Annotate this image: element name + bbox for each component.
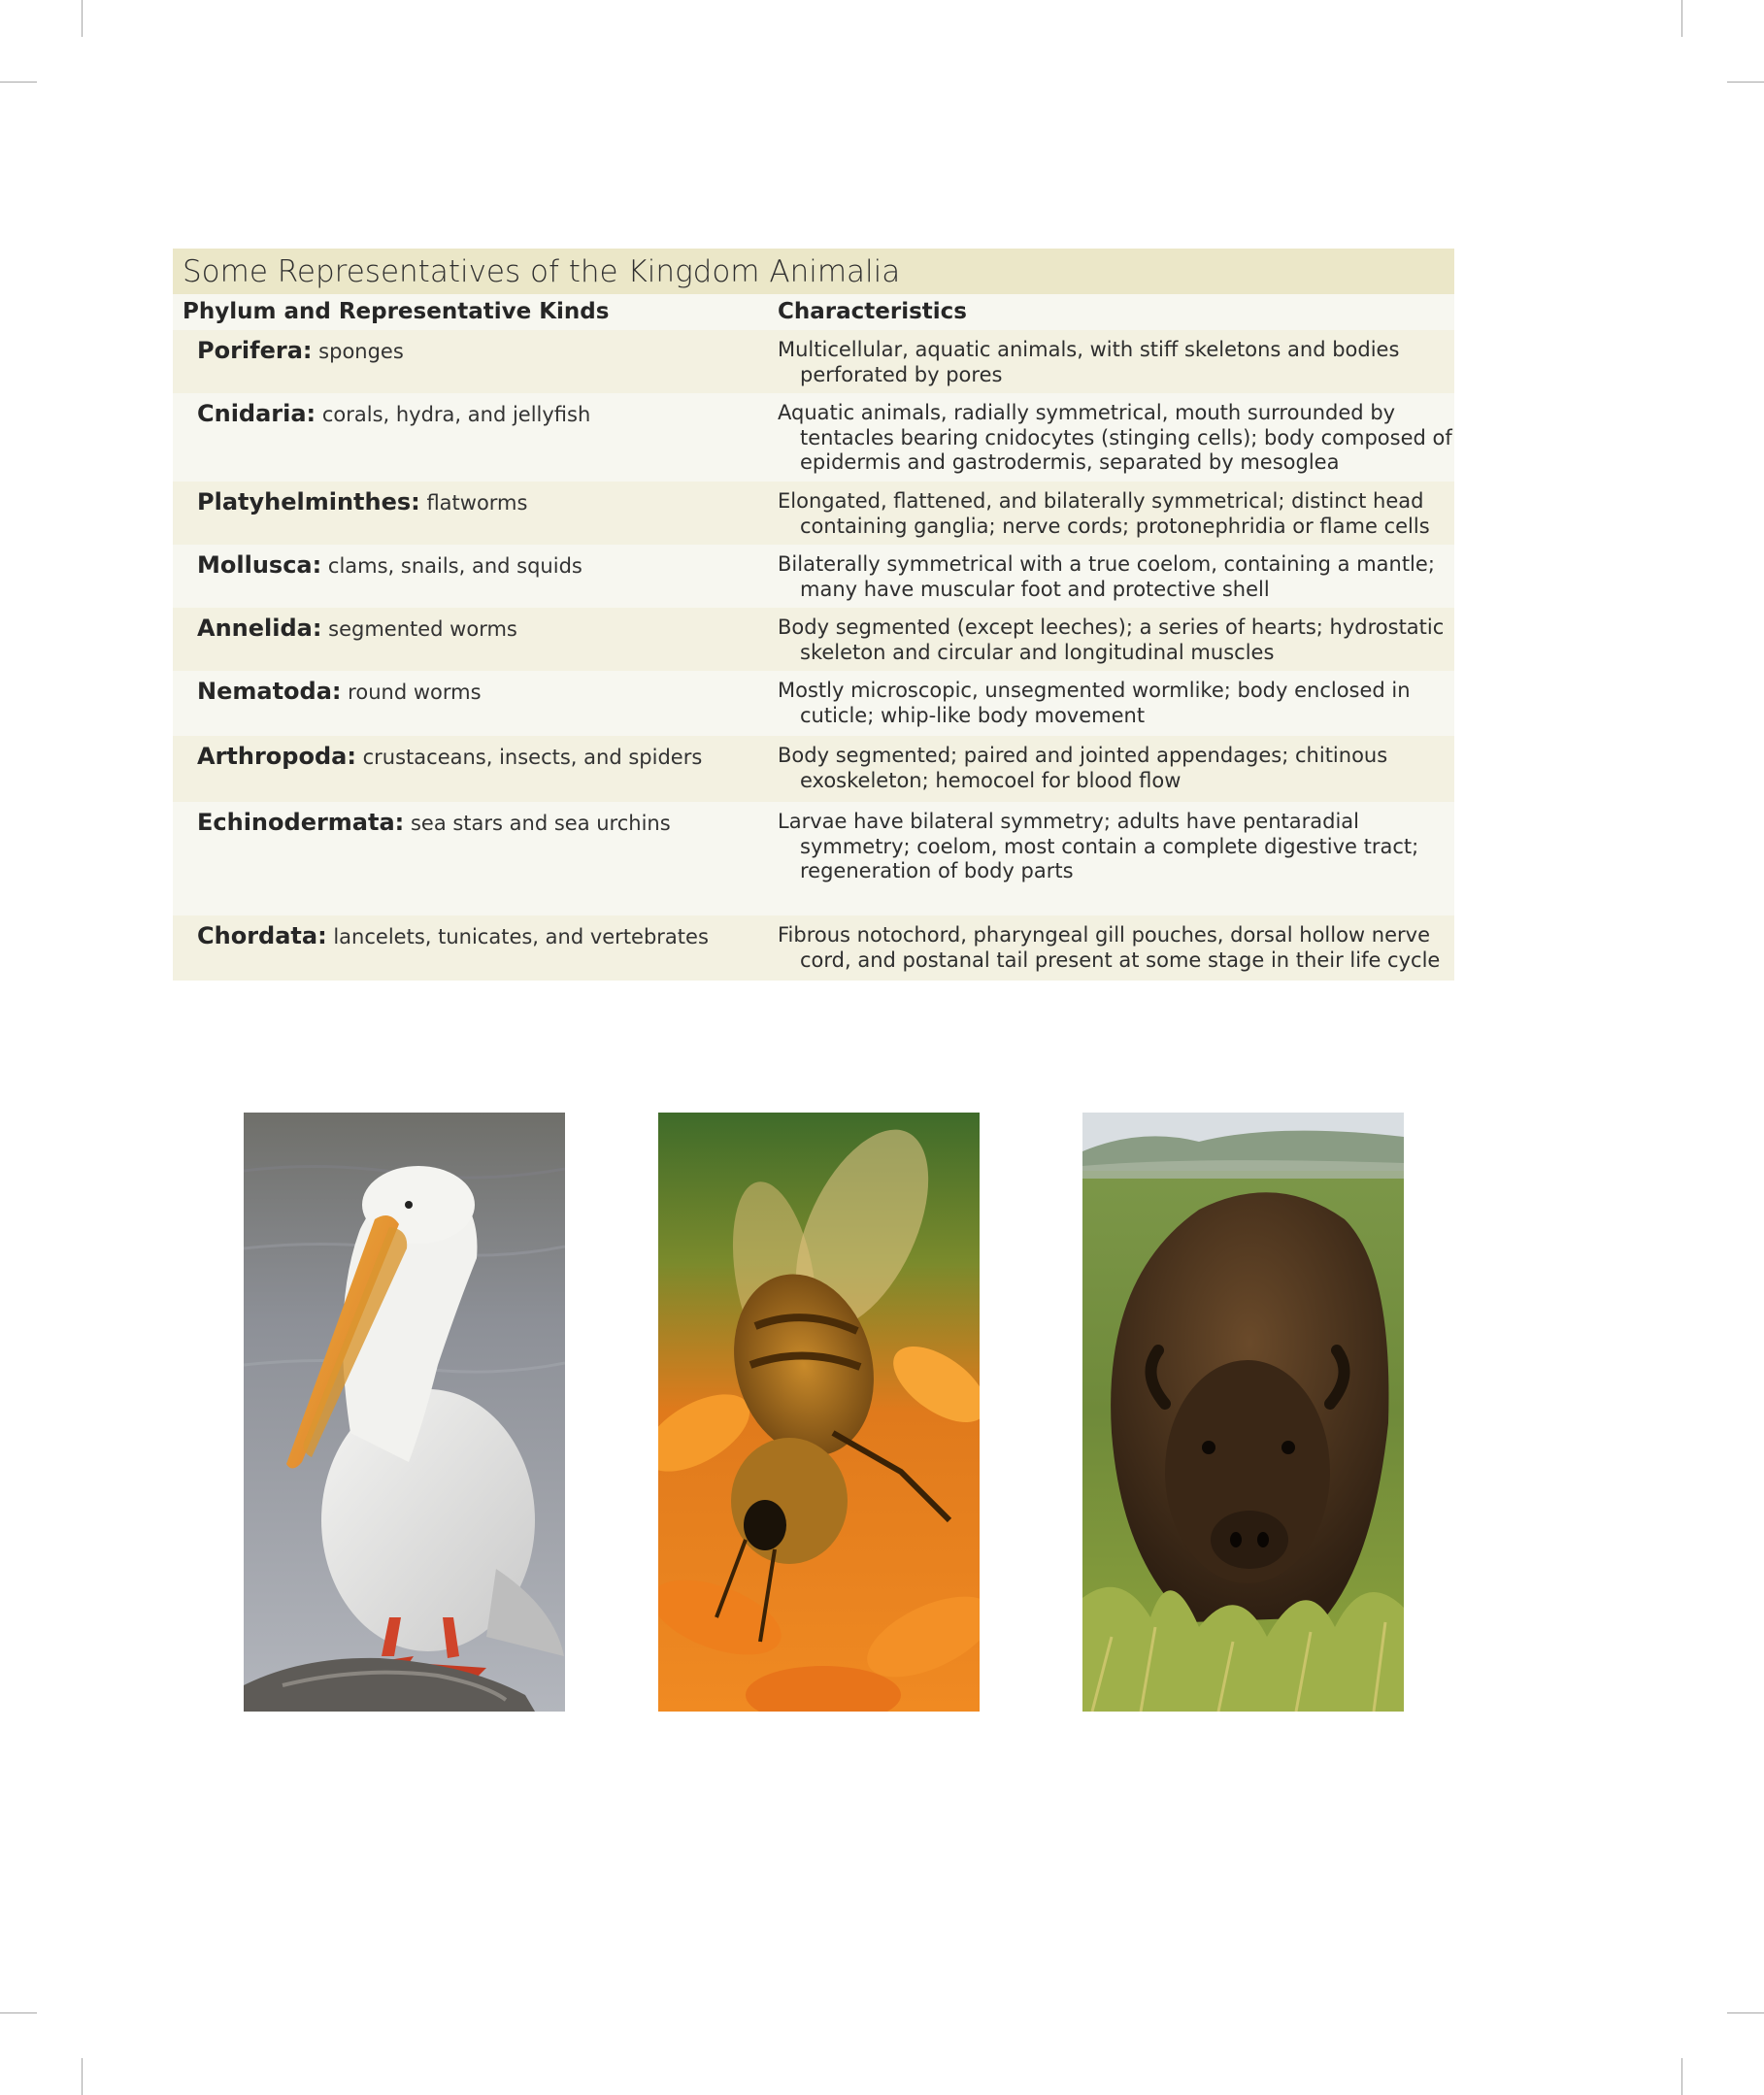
- phylum-cell: [197, 922, 709, 949]
- phylum-name: Annelida:: [197, 615, 322, 642]
- characteristics-cell: [778, 489, 1428, 539]
- characteristics-cell: [778, 338, 1428, 387]
- phylum-cell: [197, 400, 590, 427]
- pelican-photo: [244, 1113, 565, 1712]
- characteristics-line: Multicellular, aquatic animals, with stiff skeletons and bodies: [778, 338, 1400, 361]
- phylum-cell: [197, 337, 404, 364]
- phylum-cell: [197, 551, 582, 579]
- table-row: [173, 608, 1454, 671]
- crop-mark: [1681, 2058, 1682, 2095]
- pelican-image: [244, 1113, 565, 1712]
- crop-mark: [82, 2058, 83, 2095]
- representative-kinds: segmented worms: [321, 617, 517, 641]
- phylum-cell: [197, 615, 517, 642]
- crop-mark: [1681, 0, 1682, 37]
- characteristics-line: Aquatic animals, radially symmetrical, mouth surrounded by: [778, 401, 1396, 424]
- representative-kinds: sea stars and sea urchins: [404, 812, 671, 835]
- phylum-cell: [197, 743, 702, 770]
- phylum-cell: [197, 488, 527, 515]
- phylum-cell: [197, 809, 671, 836]
- characteristics-line: Body segmented (except leeches); a series of hearts; hydrostatic: [778, 615, 1445, 639]
- characteristics-line: containing ganglia; nerve cords; protonephridia or flame cells: [800, 514, 1430, 538]
- representative-kinds: crustaceans, insects, and spiders: [355, 746, 703, 769]
- phylum-name: Chordata:: [197, 922, 327, 949]
- characteristics-line: skeleton and circular and longitudinal muscles: [800, 640, 1275, 664]
- phylum-cell: [197, 678, 482, 705]
- table-title: Some Representatives of the Kingdom Animalia: [173, 249, 1454, 294]
- representative-kinds: lancelets, tunicates, and vertebrates: [326, 925, 709, 948]
- animalia-table: [173, 249, 1454, 981]
- characteristics-line: Fibrous notochord, pharyngeal gill pouches, dorsal hollow nerve: [778, 923, 1430, 947]
- phylum-name: Arthropoda:: [197, 743, 356, 770]
- phylum-name: Platyhelminthes:: [197, 488, 420, 515]
- column-header-characteristics: Characteristics: [778, 299, 967, 324]
- phylum-name: Cnidaria:: [197, 400, 316, 427]
- bison-image: [1082, 1113, 1404, 1712]
- characteristics-line: Body segmented; paired and jointed appendages; chitinous: [778, 744, 1388, 767]
- crop-mark: [1727, 2012, 1764, 2013]
- table-row: [173, 330, 1454, 393]
- characteristics-line: epidermis and gastrodermis, separated by mesoglea: [800, 450, 1340, 474]
- characteristics-cell: [778, 679, 1428, 728]
- characteristics-line: tentacles bearing cnidocytes (stinging cells); body composed of: [800, 425, 1452, 449]
- phylum-name: Mollusca:: [197, 551, 322, 579]
- characteristics-line: exoskeleton; hemocoel for blood flow: [800, 768, 1182, 792]
- characteristics-cell: [778, 552, 1435, 602]
- crop-mark: [0, 2012, 37, 2013]
- table-row: [173, 736, 1454, 802]
- table-row: [173, 545, 1454, 608]
- representative-kinds: round worms: [341, 681, 482, 704]
- crop-mark: [1727, 82, 1764, 83]
- representative-kinds: clams, snails, and squids: [321, 554, 582, 578]
- column-header-phylum: Phylum and Representative Kinds: [183, 299, 610, 324]
- crop-mark: [82, 0, 83, 37]
- table-row: [173, 915, 1454, 981]
- phylum-name: Porifera:: [197, 337, 313, 364]
- table-body: [173, 330, 1454, 981]
- characteristics-line: regeneration of body parts: [800, 859, 1074, 882]
- representative-kinds: sponges: [312, 340, 404, 363]
- phylum-name: Nematoda:: [197, 678, 342, 705]
- characteristics-cell: [778, 615, 1445, 665]
- characteristics-line: cord, and postanal tail present at some stage in their life cycle: [800, 948, 1441, 972]
- bee-photo: [658, 1113, 980, 1712]
- characteristics-line: Bilaterally symmetrical with a true coelom, containing a mantle;: [778, 552, 1435, 576]
- representative-kinds: corals, hydra, and jellyfish: [316, 403, 591, 426]
- characteristics-cell: [778, 810, 1428, 884]
- bee-image: [658, 1113, 980, 1712]
- crop-mark: [0, 82, 37, 83]
- table-row: [173, 802, 1454, 915]
- representative-kinds: flatworms: [419, 491, 528, 515]
- table-row: [173, 671, 1454, 736]
- characteristics-cell: [778, 744, 1428, 793]
- table-row: [173, 393, 1454, 482]
- characteristics-cell: [778, 401, 1452, 476]
- characteristics-line: perforated by pores: [800, 362, 1003, 386]
- table-header: [173, 294, 1454, 330]
- table-row: [173, 482, 1454, 545]
- phylum-name: Echinodermata:: [197, 809, 405, 836]
- characteristics-line: many have muscular foot and protective shell: [800, 577, 1270, 601]
- characteristics-line: Elongated, flattened, and bilaterally symmetrical; distinct head: [778, 489, 1424, 513]
- characteristics-line: symmetry; coelom, most contain a complete digestive tract;: [800, 834, 1419, 858]
- characteristics-line: Mostly microscopic, unsegmented wormlike; body enclosed in: [778, 679, 1411, 702]
- characteristics-line: Larvae have bilateral symmetry; adults have pentaradial: [778, 810, 1360, 833]
- characteristics-cell: [778, 923, 1441, 973]
- bison-photo: [1082, 1113, 1404, 1712]
- characteristics-line: cuticle; whip-like body movement: [800, 703, 1146, 727]
